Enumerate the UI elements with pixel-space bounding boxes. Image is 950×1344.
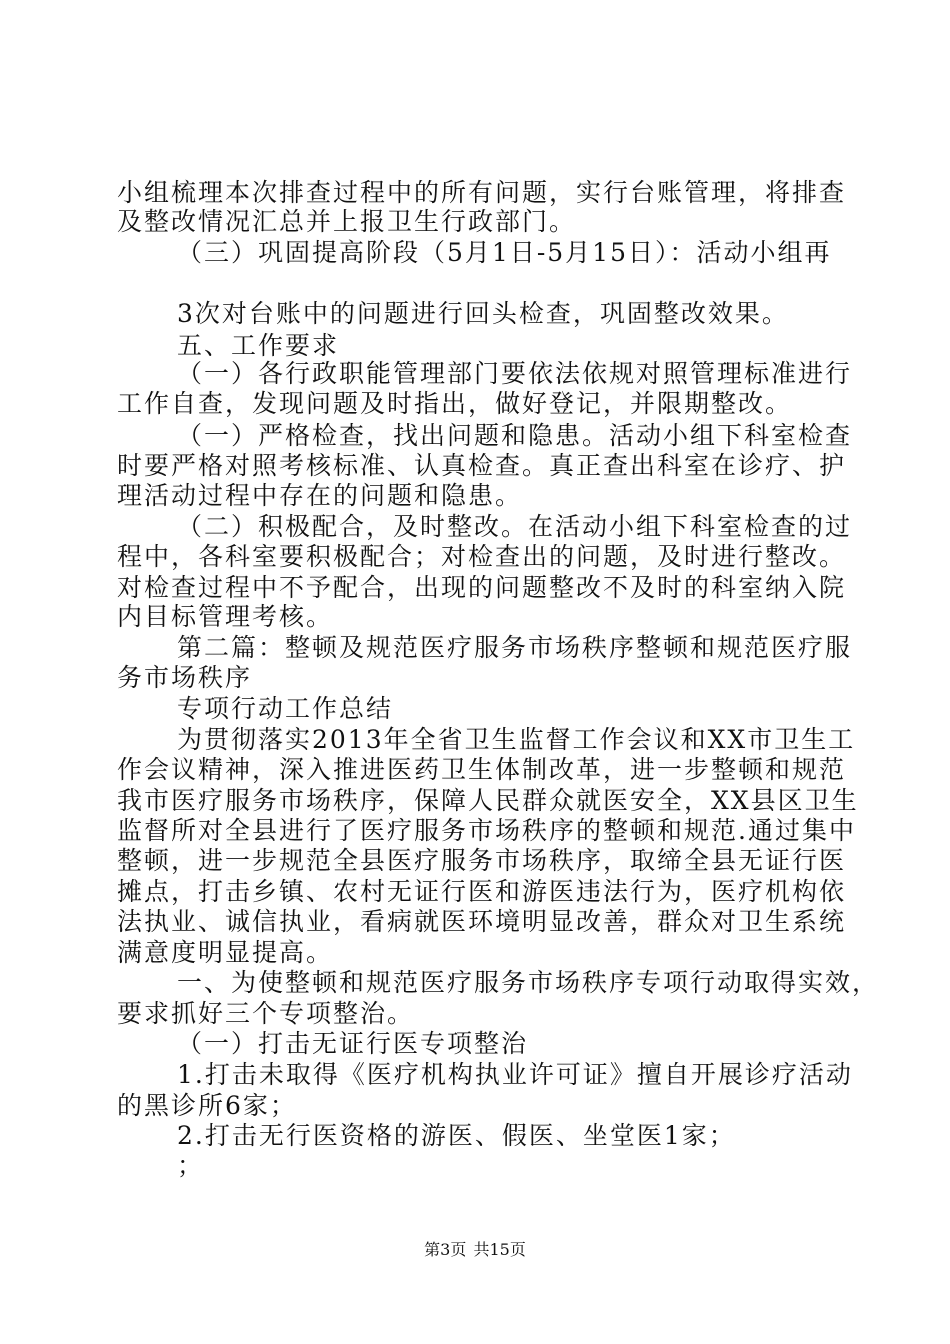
page-total: 共15页 — [473, 1240, 526, 1259]
text-line: 监督所对全县进行了医疗服务市场秩序的整顿和规范.通过集中 — [117, 816, 856, 845]
text-line: 我市医疗服务市场秩序，保障人民群众就医安全，XX县区卫生 — [117, 786, 859, 815]
text-line: 整顿，进一步规范全县医疗服务市场秩序，取缔全县无证行医 — [117, 846, 847, 875]
text-line: 一、为使整顿和规范医疗服务市场秩序专项行动取得实效， — [177, 968, 880, 997]
text-line: 要求抓好三个专项整治。 — [117, 999, 415, 1028]
page-footer — [0, 1240, 950, 1260]
text-line: 小组梳理本次排查过程中的所有问题，实行台账管理，将排查 — [117, 178, 847, 207]
list-item: 的黑诊所6家； — [117, 1091, 297, 1120]
text-line: 对检查过程中不予配合，出现的问题整改不及时的科室纳入院 — [117, 573, 847, 602]
text-line: 工作自查，发现问题及时指出，做好登记，并限期整改。 — [117, 389, 793, 418]
text-line: 摊点，打击乡镇、农村无证行医和游医违法行为，医疗机构依 — [117, 877, 847, 906]
subtitle: 专项行动工作总结 — [177, 694, 394, 723]
text-line: 3次对台账中的问题进行回头检查，巩固整改效果。 — [177, 299, 789, 328]
text-line: ； — [177, 1151, 205, 1180]
text-line: （一）各行政职能管理部门要依法依规对照管理标准进行 — [177, 359, 853, 388]
text-line: 满意度明显提高。 — [117, 938, 334, 967]
text-line: 程中，各科室要积极配合；对检查出的问题，及时进行整改。 — [117, 542, 847, 571]
text-line: 内目标管理考核。 — [117, 602, 334, 631]
section-heading: （一）打击无证行医专项整治 — [177, 1029, 529, 1058]
text-line: 法执业、诚信执业，看病就医环境明显改善，群众对卫生系统 — [117, 907, 847, 936]
text-line: 及整改情况汇总并上报卫生行政部门。 — [117, 207, 577, 236]
text-line: 作会议精神，深入推进医药卫生体制改革，进一步整顿和规范 — [117, 755, 847, 784]
section-heading: 五、工作要求 — [177, 331, 340, 360]
chapter-heading: 务市场秩序 — [117, 663, 253, 692]
text-line: （二）积极配合，及时整改。在活动小组下科室检查的过 — [177, 512, 853, 541]
list-item: 1.打击未取得《医疗机构执业许可证》擅自开展诊疗活动 — [177, 1060, 853, 1089]
text-line: 理活动过程中存在的问题和隐患。 — [117, 481, 523, 510]
chapter-heading: 第二篇：整顿及规范医疗服务市场秩序整顿和规范医疗服 — [177, 633, 853, 662]
list-item: 2.打击无行医资格的游医、假医、坐堂医1家； — [177, 1121, 736, 1150]
text-line: 为贯彻落实2013年全省卫生监督工作会议和XX市卫生工 — [177, 725, 856, 754]
text-line: 时要严格对照考核标准、认真检查。真正查出科室在诊疗、护 — [117, 451, 847, 480]
text-line: （一）严格检查，找出问题和隐患。活动小组下科室检查 — [177, 421, 853, 450]
text-line: （三）巩固提高阶段（5月1日-5月15日）：活动小组再 — [177, 238, 832, 267]
page-number: 第3页 — [424, 1240, 467, 1259]
